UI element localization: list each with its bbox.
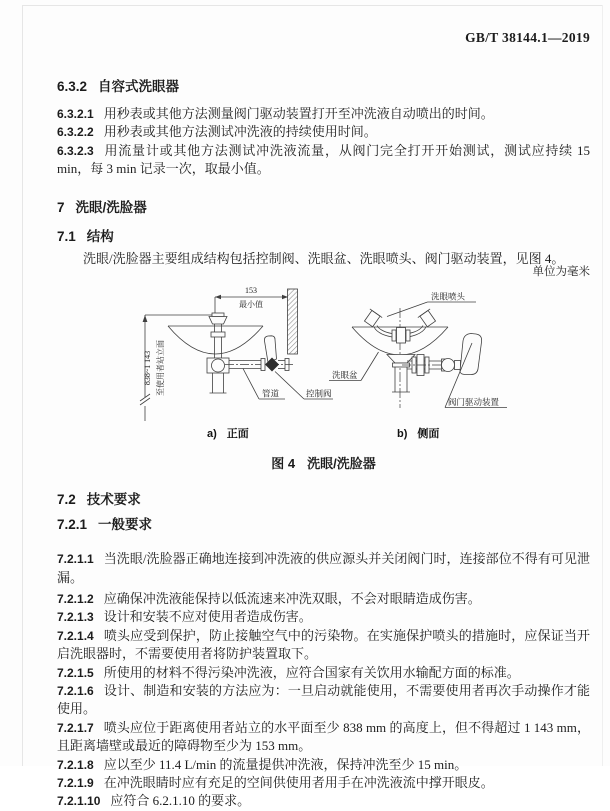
front-view-drawing — [140, 286, 333, 440]
scan-edge-right — [602, 5, 603, 766]
clause-text: 喷头应受到保护，防止接触空气中的污染物。在实施保护喷头的措施时，应保证当开启洗眼器时，不需要使用者将防护装置取下。 — [57, 627, 590, 662]
control-valve-body — [265, 358, 279, 372]
label-control-valve: 控制阀 — [306, 388, 332, 399]
clause-text: 用秒表或其他方法测试冲洗液的持续使用时间。 — [103, 124, 377, 140]
heading-title: 自容式洗眼器 — [98, 79, 180, 94]
figure-caption-title: 洗眼/洗脸器 — [307, 456, 376, 472]
figure-4-drawing — [135, 280, 595, 442]
heading-7-2-1 — [57, 517, 590, 533]
heading-7 — [57, 200, 590, 216]
clause-number: 7.2.1.1 — [57, 552, 94, 567]
clause-number: 6.3.2.2 — [57, 125, 94, 140]
clause-number: 7.2.1.9 — [57, 776, 94, 790]
drain-funnel — [387, 355, 415, 364]
unit-note: 单位为毫米 — [532, 266, 590, 279]
dim-width-value: 153 — [245, 286, 257, 296]
clause-text: 用秒表或其他方法测量阀门驱动装置打开至冲洗液自动喷出的时间。 — [103, 106, 494, 121]
label-valve-actuator: 阀门驱动装置 — [448, 397, 500, 408]
clause-text: 用流量计或其他方法测试冲洗液流量，从阀门完全打开开始测试，测试应持续 15 min，每 3 min 记录一次，取最小值。 — [57, 142, 590, 177]
clause-7-2-1-2 — [57, 590, 590, 608]
clause-text: 所使用的材料不得污染冲洗液，应符合国家有关饮用水输配方面的标准。 — [103, 664, 520, 680]
heading-number: 7.2 — [57, 492, 76, 508]
clause-text: 应符合 6.2.1.10 的要求。 — [110, 793, 251, 809]
heading-6-3-2 — [57, 79, 590, 95]
clause-text: 应以至少 11.4 L/min 的流量提供冲洗液，保持冲洗至少 15 min。 — [103, 756, 468, 772]
pipe-junction — [207, 358, 229, 373]
clause-number: 7.2.1.3 — [57, 610, 94, 625]
clause-number: 7.2.1.7 — [57, 720, 94, 735]
clause-text: 设计、制造和安装的方法应为：一旦启动就能使用，不需要使用者再次手动操作才能使用。 — [57, 682, 590, 717]
spray-head-front — [209, 317, 227, 325]
heading-number: 7.1 — [57, 228, 76, 244]
clause-number: 7.2.1.2 — [57, 591, 94, 606]
figure-caption-label: 图 4 — [271, 456, 296, 472]
heading-title: 结构 — [86, 228, 114, 244]
label-basin: 洗眼盆 — [332, 370, 358, 381]
heading-number: 7 — [57, 199, 65, 215]
clause-text: 喷头应位于距离使用者站立的水平面至少 838 mm 的高度上，但不得超过 1 143 mm，且距离墙壁或最近的障碍物至少为 153 mm。 — [57, 719, 590, 754]
clause-7-2-1-4 — [57, 627, 590, 664]
dim-height-note: 至使用者站立面 — [156, 340, 165, 397]
clause-text: 应确保冲洗液能保持以低流速来冲洗双眼，不会对眼睛造成伤害。 — [103, 590, 481, 606]
clause-6-3-2-3 — [57, 142, 590, 179]
valve-ball-side — [442, 359, 455, 372]
scan-edge-left — [22, 5, 23, 766]
dim-height-value: 838~1 143 — [143, 350, 152, 386]
clause-number: 7.2.1.6 — [57, 683, 94, 698]
clause-7-2-1-5 — [57, 664, 590, 682]
clause-7-2-1-10 — [57, 792, 590, 810]
clause-number: 6.3.2.1 — [57, 107, 94, 121]
structure-intro-paragraph: 洗眼/洗脸器主要组成结构包括控制阀、洗眼盆、洗眼喷头、阀门驱动装置，见图 4。 — [83, 250, 565, 266]
clause-7-2-1-9 — [57, 774, 590, 792]
side-view-drawing — [329, 292, 507, 441]
spray-head-cap-front — [212, 313, 224, 317]
subcaption-front-view: a) 正面 — [207, 428, 249, 441]
eyewash-technical-drawing — [135, 280, 595, 442]
heading-7-1 — [57, 229, 590, 245]
heading-number: 6.3.2 — [57, 79, 88, 94]
figure-4-caption — [57, 456, 590, 472]
wall-hatch — [288, 289, 298, 354]
clause-text: 当洗眼/洗脸器正确地连接到冲洗液的供应源头并关闭阀门时，连接部位不得有可见泄漏。 — [57, 551, 590, 585]
clause-number: 6.3.2.3 — [57, 143, 94, 158]
spray-head-left — [362, 309, 382, 328]
clause-7-2-1-7 — [57, 719, 590, 756]
subcaption-side-view: b) 侧面 — [397, 428, 440, 441]
clause-7-2-1-3 — [57, 608, 590, 626]
label-spray-head: 洗眼喷头 — [431, 291, 466, 302]
clause-7-2-1-8 — [57, 756, 590, 774]
clause-7-2-1-1 — [57, 550, 590, 587]
basin-bowl-front — [168, 326, 263, 354]
heading-number: 7.2.1 — [57, 517, 88, 533]
label-pipe: 管道 — [262, 388, 280, 399]
clause-7-2-1-6 — [57, 682, 590, 719]
valve-lever-front — [264, 336, 276, 363]
spray-head-right — [418, 309, 438, 328]
clause-6-3-2-2 — [57, 123, 590, 141]
heading-7-2 — [57, 492, 590, 508]
clause-6-3-2-1 — [57, 105, 590, 123]
page-content — [57, 0, 590, 811]
clause-text: 设计和安装不应对使用者造成伤害。 — [103, 609, 312, 625]
clause-number: 7.2.1.5 — [57, 665, 94, 680]
clause-text: 在冲洗眼睛时应有充足的空间供使用者用手在冲洗液流中撑开眼皮。 — [103, 775, 494, 790]
clause-number: 7.2.1.8 — [57, 757, 94, 772]
heading-title: 一般要求 — [98, 517, 153, 533]
clause-number: 7.2.1.4 — [57, 628, 94, 643]
standard-code: GB/T 38144.1—2019 — [465, 30, 590, 45]
clause-number: 7.2.1.10 — [57, 794, 101, 809]
dim-width-note: 最小值 — [239, 300, 263, 310]
heading-title: 洗眼/洗脸器 — [75, 199, 147, 215]
heading-title: 技术要求 — [86, 492, 141, 508]
valve-actuator-paddle — [460, 334, 482, 375]
